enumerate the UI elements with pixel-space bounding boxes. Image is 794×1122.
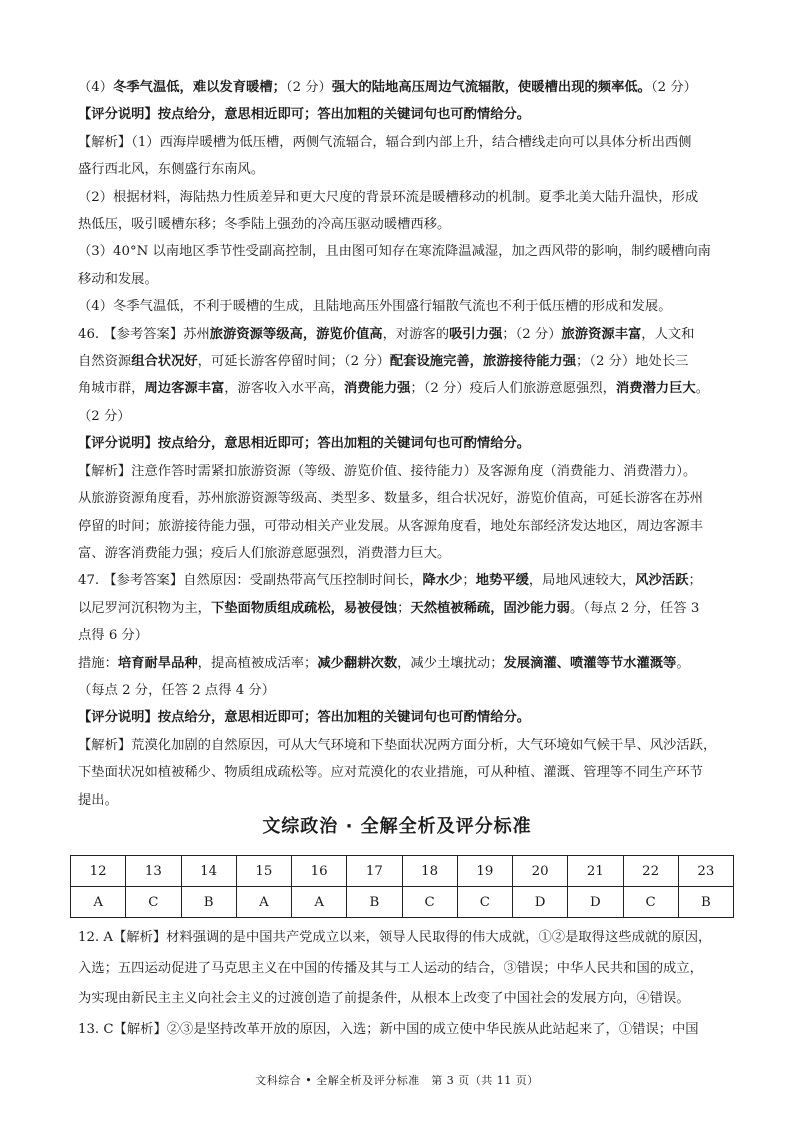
politics-section-title: 文综政治 · 全解全析及评分标准: [262, 816, 532, 837]
text-run: 。: [695, 381, 709, 397]
answer-cell: D: [568, 887, 623, 918]
scoring-note: 【评分说明】按点给分，意思相近即可；答出加粗的关键词句也可酌情给分。: [78, 710, 531, 726]
question-number-cell: 12: [71, 856, 126, 887]
key-phrase: 组合状况好: [131, 354, 198, 370]
key-phrase: 培育耐旱品种: [117, 655, 198, 671]
question-number-cell: 22: [623, 856, 678, 887]
scoring-note: 【评分说明】按点给分，意思相近即可；答出加粗的关键词句也可酌情给分。: [78, 436, 531, 452]
analysis-line: 富、游客消费能力强；疫后人们旅游意愿强烈，消费潜力巨大。: [78, 545, 451, 561]
answer-cell: B: [181, 887, 236, 918]
page-footer: 文科综合 • 全解全析及评分标准 第 3 页（共 11 页）: [255, 1074, 539, 1087]
q47-measures: [78, 650, 734, 677]
analysis-line: （2）根据材料，海陆热力性质差异和更大尺度的背景环流是暖槽移动的机制。夏季北美大陆升温快，形成: [78, 189, 699, 205]
question-number-cell: 18: [402, 856, 457, 887]
key-phrase: 吸引力强: [449, 326, 503, 342]
answer-cell: C: [402, 887, 457, 918]
analysis-line: 【解析】注意作答时需紧扣旅游资源（等级、游览价值、接待能力）及客源角度（消费能力、消费潜力）。: [78, 463, 697, 479]
analysis-line: 热低压，吸引暖槽东移；冬季陆上强劲的冷高压驱动暖槽西移。: [78, 217, 451, 233]
q47-answer: [78, 567, 734, 594]
analysis-line: 提出。: [78, 792, 118, 808]
key-phrase: 强大的陆地高压周边气流辐散，使暖槽出现的频率低。: [331, 80, 651, 95]
question-number-row: [71, 856, 734, 887]
question-number-cell: 16: [292, 856, 347, 887]
key-phrase: 下垫面物质组成疏松，易被侵蚀: [210, 600, 398, 616]
q13-analysis: 13. C【解析】②③是坚持改革开放的原因，入选；新中国的成立使中华民族从此站起来了，①错误；中国: [78, 1021, 699, 1037]
answer-cell: B: [347, 887, 402, 918]
text-run: （2 分）: [650, 80, 697, 95]
text-run: 。: [676, 655, 690, 671]
q47-answer: [78, 595, 734, 622]
answer-cell: C: [126, 887, 181, 918]
text-run: ，局地风速较大，: [528, 573, 636, 589]
key-phrase: 消费能力强: [343, 381, 411, 397]
q12-analysis: 入选；五四运动促进了马克思主义在中国的传播及其与工人运动的结合，③错误；中华人民共和国的成立，: [78, 960, 703, 976]
answer-cell: D: [513, 887, 568, 918]
q12-analysis: 为实现由新民主主义向社会主义的过渡创造了前提条件，从根本上改变了中国社会的发展方向，④错误。: [78, 991, 690, 1006]
question-number-cell: 13: [126, 856, 181, 887]
text-run: ，对游客的: [382, 326, 450, 342]
text-run: （4）: [78, 80, 114, 95]
text-run: （2 分）: [285, 80, 332, 95]
q47-answer: 点得 6 分）: [78, 628, 149, 644]
key-phrase: 降水少: [422, 573, 463, 589]
text-run: ；: [688, 573, 702, 589]
question-number-cell: 14: [181, 856, 236, 887]
text-run: 角城市群，: [78, 381, 145, 397]
scoring-note: 【评分说明】按点给分，意思相近即可；答出加粗的关键词句也可酌情给分。: [78, 107, 531, 123]
text-run: ，减少土壤扰动；: [397, 655, 504, 671]
text-run: 46. 【参考答案】苏州: [78, 326, 210, 342]
question-number-cell: 17: [347, 856, 402, 887]
answer-cell: A: [71, 887, 126, 918]
key-phrase: 消费潜力巨大: [615, 381, 696, 397]
key-phrase: 旅游资源丰富: [561, 326, 642, 342]
key-phrase: 配套设施完善，旅游接待能力强: [389, 354, 577, 370]
analysis-line: 下垫面状况如植被稀少、物质组成疏松等。应对荒漠化的农业措施，可从种植、灌溉、管理等不同生产环节: [78, 765, 703, 781]
q46-answer: [78, 375, 734, 402]
key-phrase: 冬季气温低，难以发育暖槽；: [113, 80, 286, 95]
key-phrase: 发展滴灌、喷灌等节水灌溉等: [503, 655, 677, 671]
text-run: ；（2 分）: [502, 326, 562, 342]
key-phrase: 减少翻耕次数: [317, 655, 398, 671]
text-run: ，可延长游客停留时间；（2 分）: [197, 354, 390, 370]
analysis-line: 从旅游资源角度看，苏州旅游资源等级高、类型多、数量多，组合状况好，游览价值高，可延长游客在苏州: [78, 491, 703, 507]
analysis-line: 【解析】（1）西海岸暖槽为低压槽，两侧气流辐合，辐合到内部上升，结合槽线走向可以具体分析出西侧: [78, 134, 692, 150]
text-run: ，游客收入水平高，: [224, 381, 344, 397]
q46-answer: [78, 348, 734, 375]
question-number-cell: 20: [513, 856, 568, 887]
key-phrase: 周边客源丰富: [144, 381, 225, 397]
text-run: ；: [397, 600, 411, 616]
key-phrase: 旅游资源等级高，游览价值高: [209, 326, 383, 342]
question-number-cell: 23: [678, 856, 733, 887]
analysis-line: （4）冬季气温低，不利于暖槽的生成，且陆地高压外围盛行辐散气流也不利于低压槽的形成和发展。: [78, 299, 672, 315]
analysis-line: 移动和发展。: [78, 271, 158, 287]
question-number-cell: 19: [457, 856, 512, 887]
q12-analysis: 12. A【解析】材料强调的是中国共产党成立以来，领导人民取得的伟大成就，①②是取得这些成就的原因，: [78, 930, 712, 945]
key-phrase: 地势平缓: [475, 573, 529, 589]
text-run: ；: [462, 573, 476, 589]
text-run: ，人文和: [641, 326, 695, 342]
analysis-line: 盛行西北风，东侧盛行东南风。: [78, 162, 265, 178]
q45-part4-answer: [78, 74, 734, 101]
analysis-line: 【解析】荒漠化加剧的自然原因，可从大气环境和下垫面状况两方面分析，大气环境如气候干旱、风沙活跃，: [78, 737, 717, 753]
q46-answer: （2 分）: [78, 408, 131, 424]
key-phrase: 风沙活跃: [635, 573, 689, 589]
geography-answers: [78, 74, 734, 814]
text-run: ，提高植被成活率；: [197, 655, 318, 671]
question-number-cell: 21: [568, 856, 623, 887]
text-run: 47. 【参考答案】自然原因：受副热带高气压控制时间长，: [78, 573, 423, 589]
key-phrase: 天然植被稀疏，固沙能力弱: [410, 600, 570, 616]
question-number-cell: 15: [236, 856, 291, 887]
text-run: ；（2 分）地处长三: [576, 354, 689, 370]
answer-cell: A: [236, 887, 291, 918]
answer-row: [71, 887, 734, 918]
analysis-line: 停留的时间；旅游接待能力强，可带动相关产业发展。从客源角度看，地处东部经济发达地区，周边客源丰: [78, 518, 703, 534]
text-run: 措施：: [78, 655, 118, 671]
text-run: 自然资源: [78, 354, 132, 370]
answer-cell: A: [292, 887, 347, 918]
analysis-line: （3）40°N 以南地区季节性受副高控制，且由图可知存在寒流降温减湿，加之西风带的影响，制约暖槽向南: [78, 244, 711, 260]
politics-analysis: [78, 923, 734, 1045]
answer-cell: C: [623, 887, 678, 918]
text-run: 以尼罗河沉积物为主，: [78, 600, 211, 616]
q46-answer: [78, 321, 734, 348]
answer-cell: B: [678, 887, 733, 918]
text-run: 。（每点 2 分，任答 3: [569, 600, 700, 616]
text-run: ；（2 分）疫后人们旅游意愿强烈，: [410, 381, 616, 397]
answer-cell: C: [457, 887, 512, 918]
answer-key-table: [70, 855, 734, 918]
q47-measures: （每点 2 分，任答 2 点得 4 分）: [78, 682, 276, 698]
